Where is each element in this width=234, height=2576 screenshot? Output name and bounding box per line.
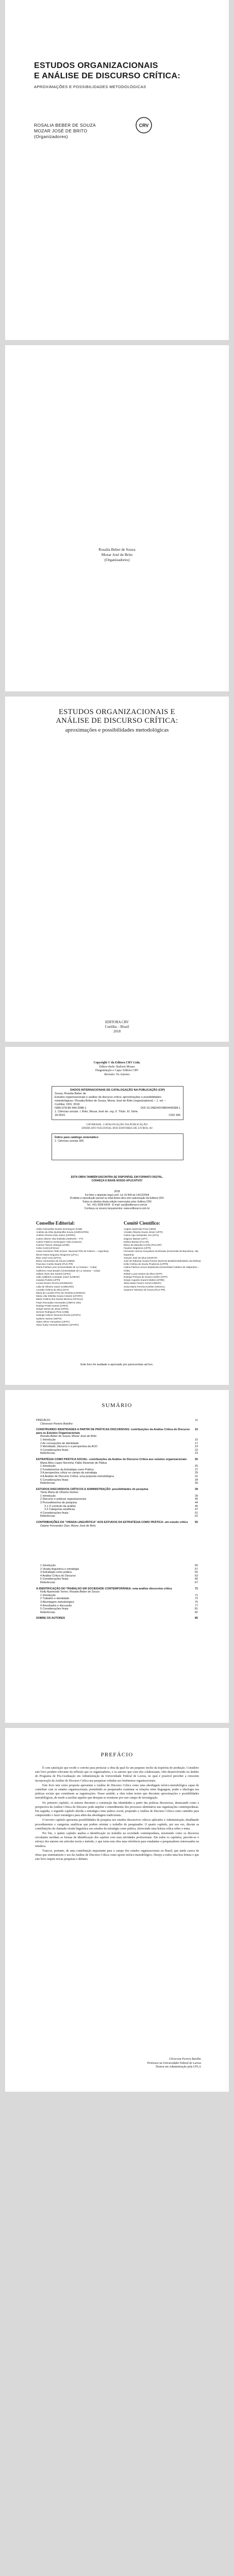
council-member: Solange Helena Ximenes-Rocha (UFOPA) bbox=[36, 1314, 81, 1317]
toc-entry-title: 3.1 O contexto da análise bbox=[44, 1504, 76, 1508]
council-member: Jailson Alves dos Santos (UFRJ) bbox=[36, 1272, 71, 1275]
toc-entry bbox=[36, 1449, 198, 1452]
council-member: Simone Rodrigues Pinto (UNB) bbox=[36, 1311, 69, 1314]
scientific-committee bbox=[124, 1220, 201, 1292]
committee-member: Liliana Patricia Lemus Sepúlveda (Universidad Católica de Valparaíso – Chile) bbox=[124, 1266, 199, 1272]
toc-entry-title: Referências bbox=[40, 1581, 55, 1584]
toc-entry-title: SOBRE OS AUTORES bbox=[36, 1617, 65, 1620]
committee-member: Suyanne Tolentino de Souza (PUC-PR) bbox=[124, 1288, 165, 1291]
toc-entry bbox=[36, 1607, 198, 1611]
toc-page-number: 82 bbox=[195, 1611, 198, 1614]
toc-page-number: 39 bbox=[195, 1487, 198, 1491]
catalog-line: Curitiba: CRV, 2018. bbox=[55, 1103, 80, 1106]
toc-page-number: 29 bbox=[195, 1471, 198, 1475]
toc-chapter bbox=[36, 1587, 198, 1591]
cip-index-title: Índice para catálogo sistemático bbox=[55, 1136, 98, 1139]
toc-entry-title: 2 Virada linguística e estratégia bbox=[40, 1567, 79, 1571]
toc-page-number: 67 bbox=[195, 1581, 198, 1584]
council-member: Lourdes Helena da Silva (UFV) bbox=[36, 1288, 69, 1291]
toc-entry bbox=[36, 1452, 198, 1455]
council-member: Tadeu Oliver Gonçalves (UFPA) bbox=[36, 1320, 70, 1323]
cip-head: CIP-BRASIL. CATALOGAÇÃO NA PUBLICAÇÃO bbox=[86, 1123, 148, 1126]
cover-organizers: (Organizadores) bbox=[34, 134, 68, 139]
council-member: João Adalberto Campato Junior (UNESP) bbox=[36, 1276, 80, 1279]
toc-entry bbox=[36, 1512, 198, 1515]
council-member: Leonel Severo Rocha (UNISINOS) bbox=[36, 1282, 73, 1285]
toc-page-number: 31 bbox=[195, 1475, 198, 1478]
cdd-code: CDD 306 bbox=[169, 1114, 180, 1117]
preface-paragraph: O terceiro capítulo apresenta possibilidades de pesquisa nos estudos discursivos críticos aplicados à Administração, detalhando procedimentos e categorias analíticas que podem orientar o trabalho do pesquisador. O quarto capítulo, por sua vez, discute as contribuições da chamada virada linguística aos estudos da estratégia como prática, oferecendo uma leitura crítica sobre o tema. bbox=[35, 1819, 199, 1831]
rights-line: Todos os direitos desta edição reservados pela: Editora CRV bbox=[82, 1200, 152, 1204]
publisher-logo-text: CRV bbox=[139, 123, 149, 128]
catalog-card bbox=[52, 1086, 183, 1120]
council-member: Tania Suely Azevedo Brasileiro (UFOPA) bbox=[36, 1324, 79, 1327]
cip-index-item: 1. Ciências sociais 306 bbox=[55, 1140, 84, 1143]
rights-line: Proibida a reprodução parcial ou total desta obra sem autorização da Editora CRV bbox=[70, 1197, 164, 1200]
toc-entry-title: 1 Introdução bbox=[40, 1564, 56, 1567]
toc-entry bbox=[36, 1568, 198, 1571]
toc-entry-title: 1 Introdução bbox=[40, 1438, 56, 1442]
rights-line: Foi feito o depósito legal conf. Lei 10.994 de 14/12/2004 bbox=[85, 1193, 149, 1197]
cover-title bbox=[34, 61, 204, 81]
toc-entry-title: 2 Fundamentos da Estratégia como Prática bbox=[40, 1468, 94, 1471]
preface-paragraph: Trata-se, portanto, de uma contribuição importante para o campo dos estudos organizacionais no Brasil, que ainda carece de obras que sistematizem o uso da Análise de Discurso Crítica como aporte teórico-metodológico. Desejo a todos uma boa leitura e que este livro inspire novas pesquisas e debates. bbox=[35, 1849, 199, 1861]
toc-entry bbox=[36, 1419, 198, 1422]
toc-page-number: 57 bbox=[195, 1567, 198, 1571]
half-title-line: (Organizadores) bbox=[104, 557, 130, 562]
committee-member: Rodrigo Pereyra de Sousa Coelho (UFPI) bbox=[124, 1276, 168, 1279]
toc-entry bbox=[36, 1442, 198, 1446]
half-title-line: Mozar José de Brito bbox=[101, 552, 133, 557]
toc-entry-title: 3 Abordagem metodológica bbox=[40, 1600, 74, 1604]
toc-entry bbox=[36, 1604, 198, 1608]
council-member: Gloria Fariñas León (Universidade de La Havana – Cuba) bbox=[36, 1266, 97, 1269]
council-member: Paulo Romualdo Hernandes (UNIFAL-MG) bbox=[36, 1301, 81, 1304]
rights-block bbox=[46, 1190, 188, 1210]
editorial-council-list bbox=[36, 1228, 113, 1327]
toc-entry bbox=[36, 1574, 198, 1578]
toc-entry-title: ESTRATÉGIA COMO PRÁTICA SOCIAL: contribuições da Análise de Discurso Crítica aos estudos organizacionais bbox=[36, 1458, 187, 1461]
title-line: ANÁLISE DE DISCURSO CRÍTICA: bbox=[56, 717, 178, 725]
toc-authors: Kelly Aparecida Torres; Rosalia Beber de Souza bbox=[40, 1590, 99, 1594]
cover-author: ROSALIA BEBER DE SOUZA bbox=[34, 123, 96, 128]
toc-page-number: 47 bbox=[195, 1508, 198, 1512]
toc-page-number: 39 bbox=[195, 1494, 198, 1498]
council-member: Maria de Lourdes Pinto de Almeida (UNOESC) bbox=[36, 1292, 86, 1295]
toc-chapter bbox=[36, 1458, 198, 1462]
committee-member: Fauston Negreiros (UFPI) bbox=[124, 1247, 151, 1250]
toc-authors: Daiane Fernandes Dias; Mozar José de Brito bbox=[40, 1524, 96, 1528]
toc-entry-title: 1 Introdução bbox=[40, 1494, 56, 1498]
rights-year: 2018 bbox=[114, 1190, 120, 1193]
toc-entry-title: PREFÁCIO bbox=[36, 1419, 51, 1422]
toc-chapter bbox=[36, 1617, 198, 1620]
toc-page-number: 63 bbox=[195, 1574, 198, 1578]
publisher-city: Curitiba – Brasil bbox=[105, 1025, 129, 1029]
editorial-council-title: Conselho Editorial: bbox=[36, 1221, 75, 1226]
council-member: Carlos Federico Dominguez Avila (Unieuro) bbox=[36, 1240, 82, 1243]
toc-entry bbox=[36, 1597, 198, 1601]
toc-entry-title: 5 Considerações finais bbox=[40, 1607, 69, 1611]
toc-entry bbox=[36, 1611, 198, 1615]
toc-page-number: 25 bbox=[195, 1465, 198, 1468]
summary-title: SUMÁRIO bbox=[102, 1402, 132, 1409]
committee-member: Sergio Augusto Soares Mattos (UFRB) bbox=[124, 1279, 164, 1282]
review-line: Revisão: Os Autores bbox=[104, 1073, 130, 1076]
committee-member: Kelly Cristina de Souza Prudencio (UFPR) bbox=[124, 1263, 169, 1266]
toc-entry-title: Referências bbox=[40, 1611, 55, 1614]
council-member: Antônio Pereira Gaio Júnior (UFRRJ) bbox=[36, 1234, 75, 1237]
toc-entry bbox=[36, 1479, 198, 1482]
council-member: Élsio José Corá (UFFS) bbox=[36, 1256, 61, 1259]
toc-entry-title: 3 Procedimentos de pesquisa bbox=[40, 1501, 77, 1505]
toc-entry bbox=[36, 1482, 198, 1485]
cip-sub: SINDICATO NACIONAL DOS EDITORES DE LIVROS, RJ bbox=[81, 1127, 153, 1130]
title-page-publisher bbox=[5, 1020, 229, 1034]
signature-name: Cléverson Pereira Botelho bbox=[169, 2058, 201, 2061]
website-line: Conheça os nossos lançamentos: www.editoracrv.com.br bbox=[84, 1207, 150, 1210]
toc-entry bbox=[36, 1471, 198, 1475]
toc-entry bbox=[36, 1501, 198, 1505]
preface-paragraph: Este livro tem como proposta apresentar a Análise de Discurso Crítica como uma abordagem teórico-metodológica capaz de contribuir com os estudos organizacionais, permitindo ao pesquisador examinar as relações entre linguagem, poder e ideologia nas práticas sociais que constituem as organizações. Nesse sentido, a obra reúne textos que discutem aproximações e possibilidades metodológicas, de modo a auxiliar aqueles que desejam se aventurar por esse campo de investigação. bbox=[35, 1784, 199, 1800]
toc-page-number: 44 bbox=[195, 1501, 198, 1505]
cover-subtitle: APROXIMAÇÕES E POSSIBILIDADES METODOLÓGICAS bbox=[34, 84, 146, 89]
toc-chapter bbox=[36, 1521, 198, 1524]
toc-entry-title: 2 As concepções de identidade bbox=[40, 1442, 79, 1445]
council-member: Aldira Guimarães Duarte Domínguez (UNB) bbox=[36, 1228, 82, 1230]
toc-page-number: 55 bbox=[195, 1521, 198, 1524]
council-member: Guillermo Arias Beatón (Universidade de La Havana – Cuba) bbox=[36, 1269, 101, 1272]
signature-line: Professor na Universidade Federal de Lavras bbox=[147, 2061, 201, 2065]
layout-line: Diagramação e Capa: Editora CRV bbox=[95, 1069, 139, 1072]
council-member: Rodrigo Pratte-Santos (UFES) bbox=[36, 1304, 69, 1307]
toc-entry-title: 1 Introdução bbox=[40, 1594, 56, 1597]
catalog-line: metodológicas / Rosalia Beber de Souza, Mozar José de Brito (organizadores) – 1. ed. – bbox=[55, 1099, 166, 1103]
committee-member: José de Ribamar Sousa Pereira (Exército Brasileiro/Ministério da Defesa) bbox=[124, 1260, 201, 1263]
council-member: Maria Lília Imbiriba Sousa Colares (UFOPA) bbox=[36, 1295, 83, 1298]
isbn: ISBN 978-85-444-2088-1 bbox=[55, 1107, 87, 1110]
catalog-isbn-row bbox=[55, 1107, 180, 1110]
toc-entry bbox=[36, 1564, 198, 1568]
publisher-logo-icon bbox=[135, 116, 153, 134]
signature-line: Doutor em Administração pela UFLA bbox=[156, 2065, 201, 2069]
catalog-code: 18-0015 bbox=[55, 1114, 65, 1117]
toc-page-number: 45 bbox=[195, 1504, 198, 1508]
committee-member: Giovani José da Silva (UNIFAP) bbox=[124, 1256, 158, 1259]
toc-entry bbox=[36, 1465, 198, 1468]
toc-entry-title: 4 Análise Crítica do Discurso bbox=[40, 1574, 76, 1578]
publication-year: 2018 bbox=[113, 1029, 121, 1033]
toc-entry-title: 5 Considerações finais bbox=[40, 1478, 69, 1482]
committee-member: Carlos Ugo Santander Joo (UFG) bbox=[124, 1234, 159, 1237]
toc-list bbox=[36, 1564, 198, 1620]
toc-authors: Rosalia Beber de Souza; Mozar José de Brito bbox=[40, 1435, 97, 1438]
digital-note-line: ESTA OBRA TAMBÉM ENCONTRA-SE DISPONÍVEL EM FORMATO DIGITAL. bbox=[71, 1176, 163, 1179]
toc-entry-title: 4 Considerações finais bbox=[40, 1448, 69, 1452]
toc-entry-title: 2 Discurso e práticas organizacionais bbox=[40, 1498, 87, 1501]
toc-page-number: 66 bbox=[195, 1578, 198, 1581]
toc-page-number: 75 bbox=[195, 1600, 198, 1604]
title-page-subtitle bbox=[5, 726, 229, 734]
copyright-credits bbox=[5, 1061, 229, 1077]
toc-page-number: 71 bbox=[195, 1587, 198, 1590]
catalog-title: DADOS INTERNACIONAIS DE CATALOGAÇÃO NA PUBLICAÇÃO (CIP) bbox=[70, 1089, 165, 1092]
toc-entry-title: Referências bbox=[40, 1452, 55, 1455]
peer-review-note: Este livro foi avaliado e aprovado por pareceristas ad hoc. bbox=[80, 1363, 154, 1366]
toc-entry bbox=[36, 1515, 198, 1518]
toc-page-number: 17 bbox=[195, 1442, 198, 1445]
half-title-names bbox=[5, 547, 229, 563]
toc-page-number: 23 bbox=[195, 1452, 198, 1455]
committee-member: Angelo Aparecido Priori (UEM) bbox=[124, 1228, 156, 1230]
toc-page-number: 35 bbox=[195, 1482, 198, 1485]
scientific-committee-list bbox=[124, 1228, 201, 1292]
title-page-title bbox=[5, 708, 229, 725]
council-member: Francisco Carlos Duarte (PUC-PR) bbox=[36, 1263, 73, 1266]
toc-page-number: 25 bbox=[195, 1458, 198, 1461]
preface-signature bbox=[129, 2058, 201, 2070]
toc-entry-title: CONTRIBUIÇÕES DA "VIRADA LINGUÍSTICA" AOS ESTUDOS DA ESTRATÉGIA COMO PRÁTICA: um estudo crítico bbox=[36, 1521, 188, 1524]
toc-entry bbox=[36, 1578, 198, 1581]
preface-paragraph: No primeiro capítulo, os autores discutem a construção das identidades a partir das práticas discursivas, destacando como a perspectiva da Análise Crítica do Discurso pode ampliar o entendimento dos processos identitários nas organizações contemporâneas. Em seguida, o segundo capítulo aborda a estratégia como prática social, propondo a Análise de Discurso Crítica como caminho para compreender o fazer estratégico para além das abordagens tradicionais. bbox=[35, 1801, 199, 1818]
doi: DOI 10.24824/978854442088.1 bbox=[140, 1107, 180, 1110]
committee-member: Silvia Maria Favero Arend (UDESC) bbox=[124, 1282, 162, 1285]
cover-title-line: E ANÁLISE DE DISCURSO CRÍTICA: bbox=[34, 72, 180, 80]
toc-page-number: 52 bbox=[195, 1515, 198, 1518]
toc-entry bbox=[36, 1495, 198, 1498]
committee-member: Edison Bariani (FCLAR) bbox=[124, 1240, 149, 1243]
cover-page bbox=[5, 0, 229, 340]
council-member: Josania Portela (UFPI) bbox=[36, 1279, 60, 1282]
toc-page-number: 11 bbox=[195, 1419, 198, 1422]
toc-chapter bbox=[36, 1428, 198, 1435]
toc-entry-title: 1 Introdução bbox=[40, 1465, 56, 1468]
committee-member: Sonia Maria Ferreira Koehler (UNISAL) bbox=[124, 1285, 165, 1288]
toc-entry bbox=[36, 1468, 198, 1472]
toc-page-number: 40 bbox=[195, 1498, 198, 1501]
half-title-line: Rosalia Beber de Souza bbox=[98, 547, 136, 552]
committee-member: Rafael Lucas Santos da Silva (UFPI) bbox=[124, 1272, 162, 1275]
preface-paragraph: Por fim, o quinto capítulo analisa a identificação no trabalho na sociedade contemporânea, mostrando como os discursos circulantes moldam as formas de identificação dos sujeitos com suas atividades profissionais. Em todos os capítulos, percebe-se o esforço dos autores em articular teoria e método, o que torna esta obra uma referência para estudantes e pesquisadores interessados na temática. bbox=[35, 1832, 199, 1848]
digital-note bbox=[5, 1176, 229, 1182]
toc-entry-title: ESTUDOS DISCURSIVOS CRÍTICOS E ADMINISTRAÇÃO: possibilidades de pesquisa bbox=[36, 1487, 148, 1491]
toc-entry-title: 2 Trabalho e identidade bbox=[40, 1597, 70, 1601]
toc-page-number: 55 bbox=[195, 1564, 198, 1567]
committee-member: Elizeu de Miranda Corrêa (PUC/SP) bbox=[124, 1244, 162, 1247]
copyright-page bbox=[5, 1047, 229, 1385]
toc-entry-title: 4 Considerações finais bbox=[40, 1511, 69, 1515]
toc-page-number: 15 bbox=[195, 1428, 198, 1432]
toc-entry bbox=[36, 1571, 198, 1574]
toc-entry-title: 4 A Análise de Discurso Crítica: uma proposta metodológica bbox=[40, 1475, 114, 1478]
preface-paragraph: É com satisfação que recebi o convite para prefaciar a obra da qual fiz um pequeno trecho da trajetória de produção. Considero este livro produto relevante da reflexão que os organizadores, e os autores que com eles colaboraram, vêm desenvolvendo no âmbito do Programa de Pós-Graduação em Administração da Universidade Federal de Lavras, no qual é possível perceber a crescente incorporação da Análise de Discurso Crítica nas pesquisas voltadas aos fenômenos organizacionais. bbox=[35, 1767, 199, 1783]
preface-title: PREFÁCIO bbox=[101, 1752, 133, 1758]
scientific-committee-title: Comitê Científico: bbox=[124, 1221, 160, 1226]
toc-entry-title: Referências bbox=[40, 1482, 55, 1485]
council-member: Carlos Alberto Vilar Estêvão (UMINHO – PT) bbox=[36, 1237, 83, 1240]
toc-entry bbox=[36, 1505, 198, 1509]
publisher-name: EDITORA CRV bbox=[105, 1020, 129, 1024]
council-member: Carmen Tereza Velanga (UNIR) bbox=[36, 1244, 70, 1247]
committee-member: Dagmar Manieri (UFT) bbox=[124, 1237, 147, 1240]
council-member: Maria Cristina dos Santos Bezerra (UFSCar) bbox=[36, 1298, 83, 1301]
committee-member: Arnaldo Oliveira Souza Júnior (UFPI) bbox=[124, 1231, 163, 1234]
catalog-line: Estudos organizacionais e análise de discurso crítica: aproximações e possibilidades bbox=[55, 1096, 161, 1099]
toc-page-number: 81 bbox=[195, 1607, 198, 1611]
cip-heading bbox=[5, 1123, 229, 1130]
toc-page-number: 60 bbox=[195, 1571, 198, 1574]
council-member: Celso Conti (UFSCar) bbox=[36, 1247, 59, 1250]
catalog-line: Souza, Rosalia Beber de bbox=[55, 1092, 86, 1095]
toc-page-number: 27 bbox=[195, 1468, 198, 1471]
toc-entry bbox=[36, 1445, 198, 1449]
toc-entry-title: 3 Identidade, discurso e a perspectiva da ACD bbox=[40, 1445, 97, 1449]
cover-title-line: ESTUDOS ORGANIZACIONAIS bbox=[34, 61, 158, 70]
toc-page-number: 77 bbox=[195, 1604, 198, 1607]
toc-page-number: 85 bbox=[195, 1617, 198, 1620]
toc-entry bbox=[36, 1498, 198, 1501]
toc-entry bbox=[36, 1594, 198, 1598]
cover-author: MOZAR JOSÉ DE BRITO bbox=[34, 128, 88, 133]
half-title-page bbox=[5, 345, 229, 691]
contact-line: Tel.: (41) 3039-6418 - E-mail: sac@editoracrv.com.br bbox=[87, 1204, 147, 1207]
copyright-line: Copyright © da Editora CRV Ltda. bbox=[93, 1061, 141, 1064]
title-page bbox=[5, 697, 229, 1042]
toc-page-number: 22 bbox=[195, 1448, 198, 1452]
toc-entry-title: 5 Considerações finais bbox=[40, 1578, 69, 1581]
toc-page-number: 19 bbox=[195, 1445, 198, 1449]
council-member: Cesar Gerónimo Tello (Univer. Nacional Três de Febrero – Argentina) bbox=[36, 1250, 109, 1253]
cip-box bbox=[52, 1133, 183, 1160]
toc-entry-title: A IDENTIFICAÇÃO NO TRABALHO EM SOCIEDADE CONTEMPORÂNEA: uma análise discursiva crítica bbox=[36, 1587, 172, 1590]
toc-page-number: 34 bbox=[195, 1478, 198, 1482]
subtitle-line: aproximações e possibilidades metodológicas bbox=[65, 727, 169, 733]
cover-authors bbox=[34, 123, 96, 140]
council-member: Andréia da Silva Quintanilha Sousa (UNIR/UFRN) bbox=[36, 1231, 89, 1234]
toc-entry bbox=[36, 1508, 198, 1512]
digital-note-line: CONHEÇA E BAIXE NOSSO APLICATIVO! bbox=[91, 1179, 143, 1182]
toc-entry bbox=[36, 1581, 198, 1585]
preface-page bbox=[5, 1728, 229, 2092]
council-member: Lídia de Oliveira Xavier (UNIEURO) bbox=[36, 1285, 74, 1288]
editor-line: Editor-chefe: Railson Moura bbox=[99, 1065, 135, 1069]
toc-authors: Maria Alice Lopes Noronha; Fábio Rezende de Pádua bbox=[40, 1461, 107, 1465]
toc-entry-title: 3 A perspectiva crítica no campo da estratégia bbox=[40, 1471, 97, 1475]
toc-entry bbox=[36, 1475, 198, 1479]
editorial-council bbox=[36, 1220, 113, 1327]
toc-list bbox=[36, 1419, 198, 1528]
toc-entry-title: Referências bbox=[40, 1515, 55, 1518]
preface-body bbox=[35, 1766, 199, 1862]
toc-entry-title: 3.2 Categorias analíticas bbox=[44, 1508, 75, 1512]
catalog-lines bbox=[55, 1092, 180, 1107]
council-member: Elizeu Clementino de Souza (UNEB) bbox=[36, 1260, 75, 1263]
toc-entry bbox=[36, 1601, 198, 1604]
toc-entry-title: CONSTRUINDO IDENTIDADES A PARTIR DE PRÁTICAS DISCURSIVAS: contribuições da Análise Crítica do Discurso para os Estudos Organizacionais bbox=[36, 1428, 190, 1435]
toc-page-number: 51 bbox=[195, 1511, 198, 1515]
toc-page-number: 72 bbox=[195, 1597, 198, 1601]
council-member: Sérgio Nunes de Jesus (IFRO) bbox=[36, 1308, 69, 1311]
title-line: ESTUDOS ORGANIZACIONAIS E bbox=[59, 708, 175, 716]
toc-page-number: 15 bbox=[195, 1438, 198, 1442]
toc-authors: Cléverson Pereira Botelho bbox=[40, 1422, 73, 1426]
council-member: Sydione Santos (UEPG) bbox=[36, 1317, 62, 1320]
summary-page bbox=[5, 1390, 229, 1723]
council-member: Elione Maria Nogueira Diogenes (UFAL) bbox=[36, 1253, 78, 1256]
toc-authors: Tania Maria de Oliveira Gomes bbox=[40, 1491, 79, 1495]
toc-entry bbox=[36, 1438, 198, 1442]
toc-entry-title: 3 Estratégia como prática bbox=[40, 1571, 72, 1574]
toc-page-number: 71 bbox=[195, 1594, 198, 1597]
catalog-subjects: 1. Ciências sociais. I. Brito, Mozar José de. org. II. Título. III. Série. bbox=[55, 1110, 139, 1113]
toc-entry-title: 4 Resultados e discussão bbox=[40, 1604, 72, 1607]
toc-chapter bbox=[36, 1488, 198, 1492]
committee-member: Fernando Antonio Gonçalves Alcoforado (Universitat de Barcelona, UB, Espanha) bbox=[124, 1250, 199, 1256]
catalog-code-row bbox=[55, 1114, 180, 1117]
